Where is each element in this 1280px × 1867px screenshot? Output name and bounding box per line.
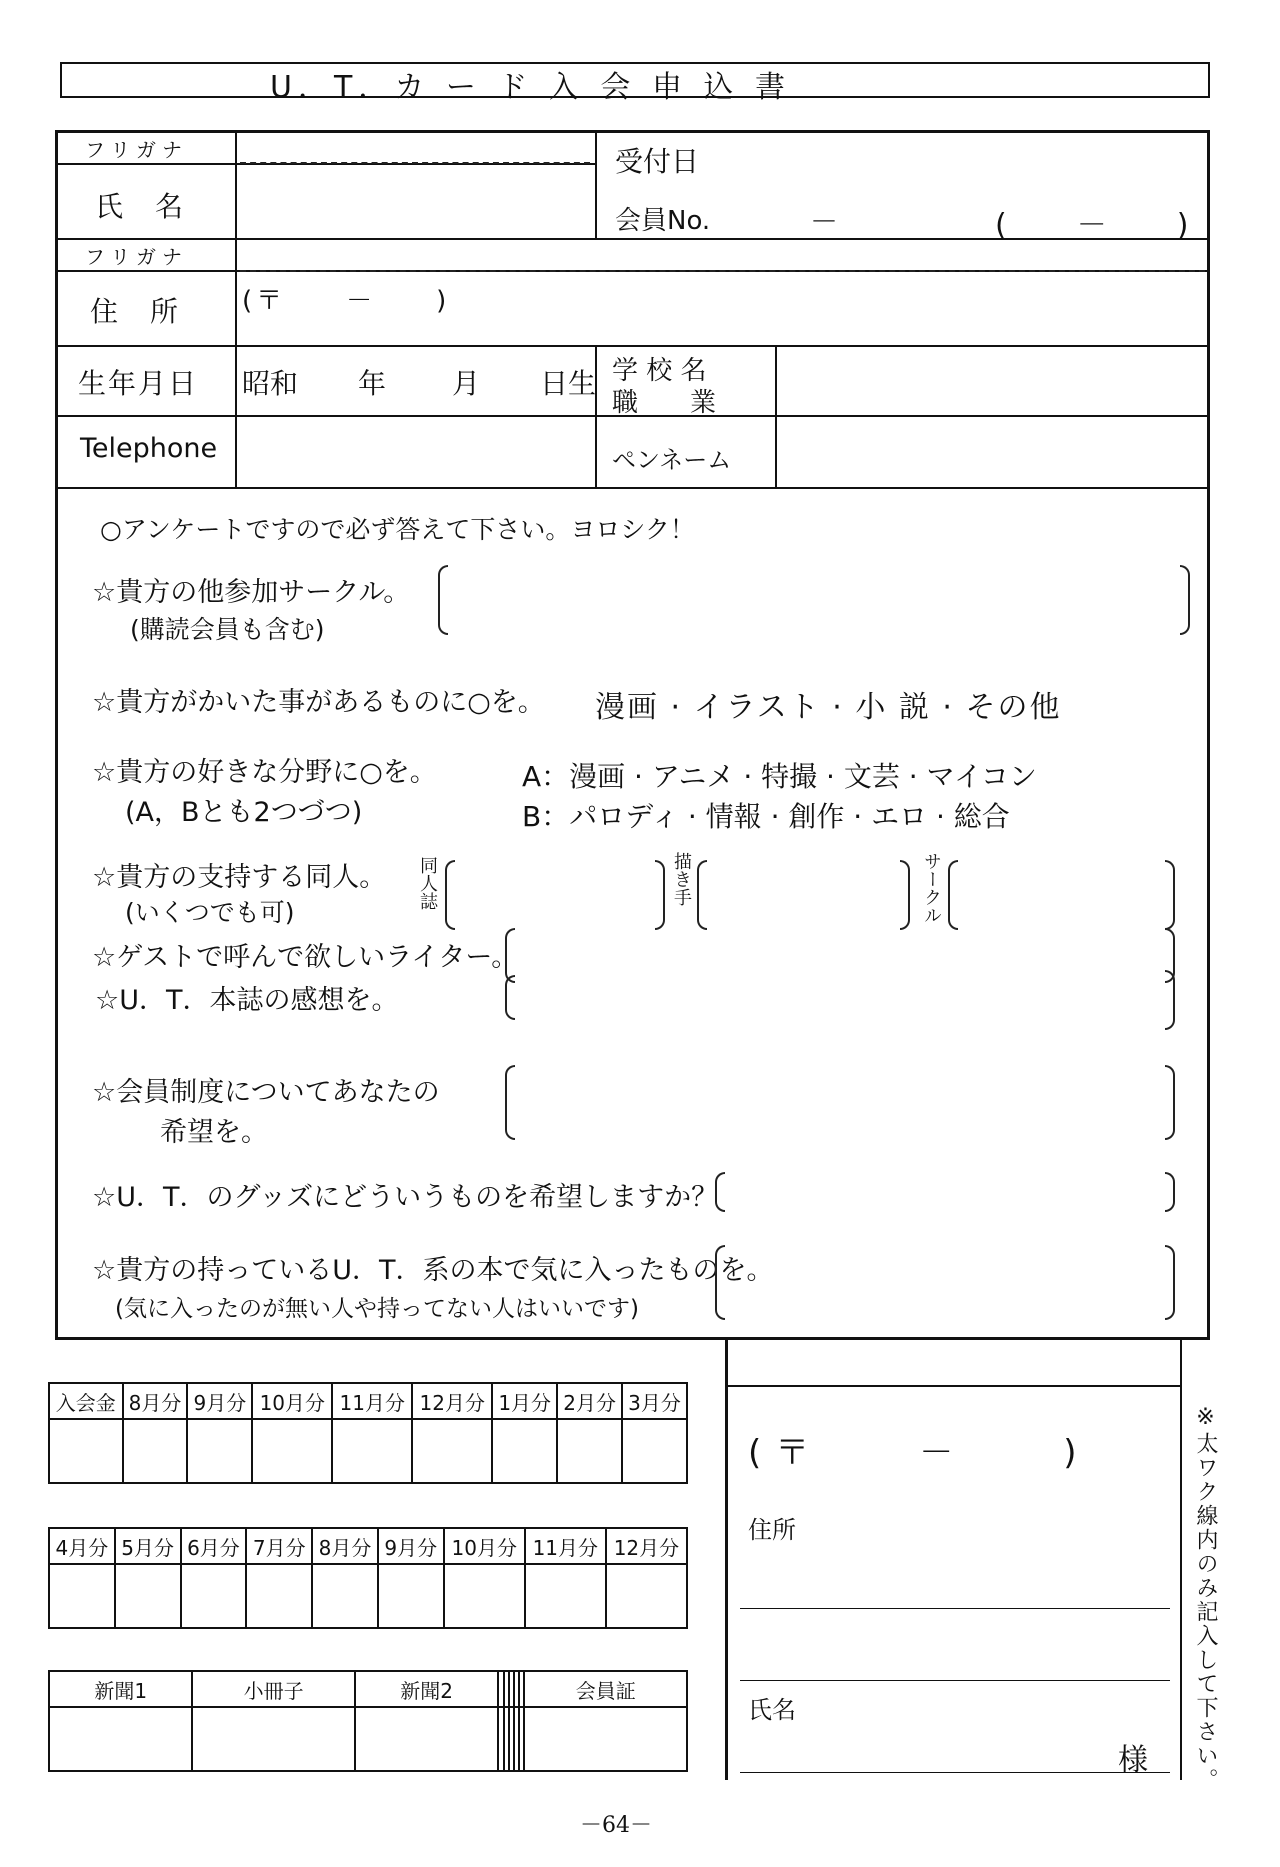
circle-field[interactable] <box>958 860 1163 930</box>
bracket-right <box>900 860 910 930</box>
stamp-cell[interactable] <box>115 1564 181 1628</box>
works-options[interactable]: 漫画 · イラスト · 小 説 · その他 <box>595 690 1062 725</box>
fee-cell: 12月分 <box>412 1383 492 1419</box>
bracket-left <box>715 1245 725 1320</box>
stamp-cell[interactable] <box>252 1419 332 1483</box>
bracket-left <box>505 1065 515 1140</box>
page-title: U．T．カ ー ド 入 会 申 込 書 <box>270 70 792 105</box>
doujinshi-label: 同人誌 <box>417 856 438 910</box>
goods-field[interactable] <box>728 1172 1160 1212</box>
name-field[interactable] <box>240 166 590 236</box>
year-label: 年 <box>358 367 387 400</box>
question-impressions: ☆U．T．本誌の感想を。 <box>95 985 399 1016</box>
address-label-right <box>1180 1340 1182 1780</box>
doujinshi-field[interactable] <box>455 860 650 930</box>
label-name-field[interactable] <box>740 1720 1110 1770</box>
furigana-line-2 <box>240 270 1205 272</box>
occupation-label: 職 業 <box>612 388 717 418</box>
side-note: ※太ワク線内のみ記入して下さい。 <box>1193 1405 1218 1792</box>
showa-label: 昭和 <box>242 367 299 400</box>
fee-cell: 12月分 <box>606 1528 687 1564</box>
penname-label: ペンネーム <box>612 446 732 474</box>
fee-cell: 9月分 <box>378 1528 444 1564</box>
form-frame <box>55 130 1210 1340</box>
fee-cell: 6月分 <box>181 1528 247 1564</box>
fee-cell: 新聞2 <box>355 1671 498 1707</box>
membership-note: 希望を。 <box>160 1117 268 1148</box>
school-field[interactable] <box>780 350 1205 412</box>
fee-cell: 4月分 <box>49 1528 115 1564</box>
fee-cell: 2月分 <box>557 1383 622 1419</box>
label-honorific: 様 <box>1118 1743 1148 1778</box>
fee-cell: 入会金 <box>49 1383 123 1419</box>
bracket-right <box>1165 970 1175 1030</box>
fee-table-1 <box>48 1382 688 1484</box>
genre-options-a[interactable]: A：漫画 · アニメ · 特撮 · 文芸 · マイコン <box>522 760 1037 793</box>
stamp-cell[interactable] <box>49 1419 123 1483</box>
stamp-cell[interactable] <box>49 1564 115 1628</box>
fee-cell: 10月分 <box>252 1383 332 1419</box>
question-other-circles: ☆貴方の他参加サークル。 <box>92 577 411 608</box>
bracket-left <box>445 860 455 930</box>
supported-doujin-note: (いくつでも可) <box>125 898 295 927</box>
name-line <box>740 1772 1170 1773</box>
stamp-cell[interactable] <box>525 1564 606 1628</box>
question-favorite-books: ☆貴方の持っているU．T．系の本で気に入ったものを。 <box>92 1255 774 1286</box>
birth-label: 生年月日 <box>78 367 199 400</box>
impressions-field[interactable] <box>520 975 1160 1030</box>
question-supported-doujin: ☆貴方の支持する同人。 <box>92 862 387 893</box>
label-name: 氏名 <box>748 1696 796 1724</box>
question-goods: ☆U．T．のグッズにどういうものを希望しますか？ <box>92 1182 719 1213</box>
artist-label: 描き手 <box>671 852 692 906</box>
stamp-cell[interactable] <box>606 1564 687 1628</box>
question-favorite-genre: ☆貴方の好きな分野に○を。 <box>92 757 437 788</box>
furigana-line <box>240 162 590 164</box>
circle-label: サークル <box>921 852 942 924</box>
bracket-left <box>438 565 448 635</box>
fee-cell: 新聞1 <box>49 1671 192 1707</box>
born-day-label: 日生 <box>540 367 597 400</box>
question-membership: ☆会員制度についてあなたの <box>92 1077 440 1108</box>
fee-cell: 3月分 <box>622 1383 687 1419</box>
penname-field[interactable] <box>780 420 1205 484</box>
stamp-cell[interactable] <box>524 1707 687 1771</box>
fee-cell: 会員証 <box>524 1671 687 1707</box>
favorite-genre-note: (A，Bとも2つづつ) <box>125 797 363 828</box>
member-no-label: 会員No. <box>615 206 711 236</box>
survey-intro: ○アンケートですので必ず答えて下さい。ヨロシク！ <box>100 515 695 544</box>
row-line <box>55 487 1210 489</box>
favorite-books-note: (気に入ったのが無い人や持ってない人はいいです) <box>115 1296 639 1322</box>
furigana-label: フリガナ <box>85 138 188 162</box>
bracket-left <box>505 975 515 1020</box>
stamp-cell[interactable] <box>378 1564 444 1628</box>
fee-cell: 1月分 <box>492 1383 557 1419</box>
address-line <box>740 1680 1170 1681</box>
col-line <box>595 130 597 238</box>
stamp-cell[interactable] <box>312 1564 378 1628</box>
fee-table-3 <box>48 1670 688 1772</box>
question-works: ☆貴方がかいた事があるものに○を。 <box>92 687 545 718</box>
bracket-right <box>1180 565 1190 635</box>
stamp-cell[interactable] <box>192 1707 354 1771</box>
bracket-left <box>697 860 707 930</box>
guest-writer-field[interactable] <box>520 928 1160 973</box>
stamp-cell[interactable] <box>332 1419 412 1483</box>
stamp-cell[interactable] <box>246 1564 312 1628</box>
page-number: －64－ <box>580 1813 652 1838</box>
member-no-paren: ( － ) <box>995 208 1209 243</box>
label-address: 住所 <box>748 1516 796 1544</box>
bracket-left <box>715 1172 725 1212</box>
fee-cell: 11月分 <box>332 1383 412 1419</box>
stamp-cell[interactable] <box>622 1419 687 1483</box>
bracket-right <box>1165 1065 1175 1140</box>
question-other-circles-note: (購読会員も含む) <box>130 615 325 644</box>
fee-cell: 小冊子 <box>192 1671 354 1707</box>
address-label: 住 所 <box>90 295 181 328</box>
fee-cell: 7月分 <box>246 1528 312 1564</box>
row-line <box>55 345 1210 347</box>
stamp-cell[interactable] <box>187 1419 252 1483</box>
received-label: 受付日 <box>615 145 700 178</box>
stamp-cell[interactable] <box>181 1564 247 1628</box>
membership-field[interactable] <box>520 1065 1160 1140</box>
question-guest-writer: ☆ゲストで呼んで欲しいライター。 <box>92 942 519 973</box>
month-label: 月 <box>452 367 481 400</box>
stamp-cell[interactable] <box>557 1419 622 1483</box>
genre-options-b[interactable]: B：パロディ · 情報 · 創作 · エロ · 総合 <box>522 800 1010 833</box>
other-circles-field[interactable] <box>450 565 1175 635</box>
bracket-right <box>1165 860 1175 930</box>
fee-table-2 <box>48 1527 688 1629</box>
stamp-cell[interactable] <box>49 1707 192 1771</box>
stamp-cell[interactable] <box>355 1707 498 1771</box>
fee-cell: 5月分 <box>115 1528 181 1564</box>
fee-cell: 8月分 <box>312 1528 378 1564</box>
name-label: 氏 名 <box>95 190 186 223</box>
fee-cell: 9月分 <box>187 1383 252 1419</box>
col-line <box>775 345 777 487</box>
address-label-top <box>725 1385 1180 1387</box>
label-postal: (〒 － ) <box>748 1433 1091 1473</box>
favorite-books-field[interactable] <box>728 1245 1160 1320</box>
fee-cell: 8月分 <box>123 1383 188 1419</box>
bracket-right <box>655 860 665 930</box>
furigana-label-2: フリガナ <box>85 245 188 269</box>
col-line <box>235 130 237 487</box>
postal-code-field[interactable]: (〒 － ) <box>242 286 451 316</box>
bottom-divider <box>725 1340 728 1780</box>
stamp-cell[interactable] <box>492 1419 557 1483</box>
stamp-cell[interactable] <box>123 1419 188 1483</box>
bracket-left <box>948 860 958 930</box>
fee-cell: 11月分 <box>525 1528 606 1564</box>
school-label: 学 校 名 <box>612 356 707 386</box>
member-no-dash: － <box>810 205 839 238</box>
address-line <box>740 1608 1170 1609</box>
telephone-label: Telephone <box>80 433 218 464</box>
fee-cell: 10月分 <box>444 1528 525 1564</box>
telephone-field[interactable] <box>240 420 590 484</box>
label-address-field[interactable] <box>740 1545 1165 1675</box>
stamp-cell[interactable] <box>412 1419 492 1483</box>
artist-field[interactable] <box>707 860 897 930</box>
bracket-right <box>1165 1172 1175 1212</box>
stamp-cell[interactable] <box>444 1564 525 1628</box>
bracket-right <box>1165 1245 1175 1320</box>
